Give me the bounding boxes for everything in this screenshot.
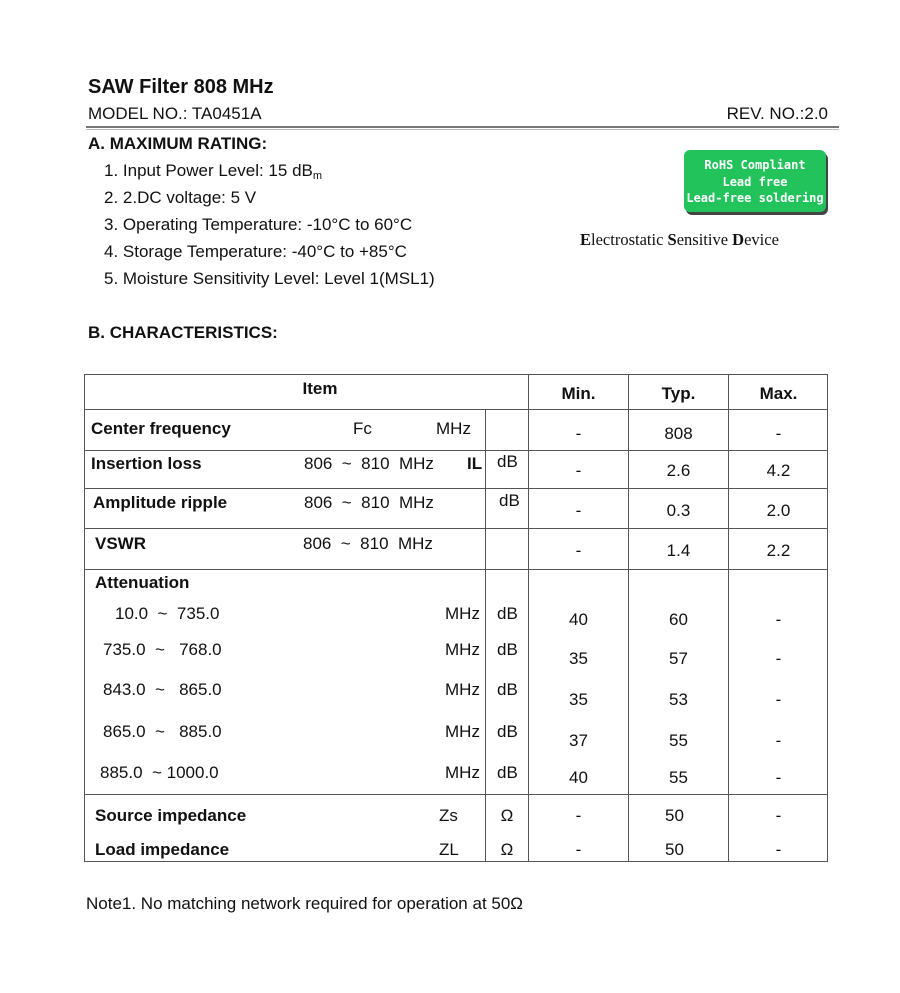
center-frequency-max: - xyxy=(775,424,782,443)
rating-item: 4. Storage Temperature: -40°C to +85°C xyxy=(104,242,407,261)
attenuation-label: Attenuation xyxy=(95,573,190,592)
revision-number: REV. NO.:2.0 xyxy=(726,104,828,123)
load-impedance-max: - xyxy=(775,840,782,859)
attenuation-unit: dB xyxy=(497,604,518,623)
attenuation-mhz: MHz xyxy=(445,763,480,782)
header-divider-shadow xyxy=(86,129,839,130)
rating-item: 2. 2.DC voltage: 5 V xyxy=(104,188,257,207)
header-divider xyxy=(86,126,839,128)
amplitude-ripple-label: Amplitude ripple xyxy=(93,493,228,512)
header-typ: Typ. xyxy=(661,384,696,403)
attenuation-range: 885.0 ~ 1000.0 xyxy=(100,763,219,782)
lead-free-line: Lead free xyxy=(722,174,788,189)
attenuation-typ: 55 xyxy=(669,768,688,787)
max-rating-heading: A. MAXIMUM RATING: xyxy=(88,134,268,153)
model-number: MODEL NO.: TA0451A xyxy=(88,104,262,123)
source-impedance-symbol: Zs xyxy=(439,806,458,825)
insertion-loss-min: - xyxy=(575,461,582,480)
load-impedance-unit: Ω xyxy=(500,840,514,859)
attenuation-typ: 53 xyxy=(669,690,688,709)
load-impedance-typ: 50 xyxy=(665,840,684,859)
insertion-loss-unit: dB xyxy=(497,452,518,471)
attenuation-min: 37 xyxy=(569,731,588,750)
insertion-loss-label: Insertion loss xyxy=(91,454,202,473)
attenuation-min: 40 xyxy=(569,768,588,787)
attenuation-typ: 55 xyxy=(669,731,688,750)
attenuation-max: - xyxy=(775,610,782,629)
vswr-min: - xyxy=(575,541,582,560)
vswr-label: VSWR xyxy=(95,534,146,553)
footnote: Note1. No matching network required for operation at 50Ω xyxy=(86,894,524,913)
document-title: SAW Filter 808 MHz xyxy=(88,76,274,98)
center-frequency-unit: MHz xyxy=(436,419,471,438)
max-rating-list xyxy=(104,160,435,295)
rohs-line: RoHS Compliant xyxy=(704,158,806,172)
attenuation-mhz: MHz xyxy=(445,680,480,699)
attenuation-max: - xyxy=(775,649,782,668)
header-item: Item xyxy=(302,379,338,398)
attenuation-max: - xyxy=(775,768,782,787)
header-max: Max. xyxy=(759,384,798,403)
attenuation-mhz: MHz xyxy=(445,604,480,623)
attenuation-max: - xyxy=(775,731,782,750)
load-impedance-symbol: ZL xyxy=(439,840,459,859)
amplitude-ripple-typ: 0.3 xyxy=(666,501,691,520)
load-impedance-label: Load impedance xyxy=(95,840,230,859)
attenuation-min: 35 xyxy=(569,649,588,668)
attenuation-unit: dB xyxy=(497,722,518,741)
source-impedance-label: Source impedance xyxy=(95,806,247,825)
lead-free-soldering-line: Lead-free soldering xyxy=(686,191,824,205)
center-frequency-min: - xyxy=(575,424,582,443)
characteristics-table xyxy=(84,374,828,862)
attenuation-mhz: MHz xyxy=(445,640,480,659)
insertion-loss-range: 806 ~ 810 MHz xyxy=(304,454,434,473)
vswr-range: 806 ~ 810 MHz xyxy=(303,534,433,553)
attenuation-unit: dB xyxy=(497,680,518,699)
rohs-badge xyxy=(684,150,826,212)
attenuation-range: 10.0 ~ 735.0 xyxy=(115,604,220,623)
source-impedance-unit: Ω xyxy=(500,806,514,825)
rating-item: 3. Operating Temperature: -10°C to 60°C xyxy=(104,215,413,234)
insertion-loss-typ: 2.6 xyxy=(666,461,691,480)
source-impedance-max: - xyxy=(775,806,782,825)
amplitude-ripple-min: - xyxy=(575,501,582,520)
header-min: Min. xyxy=(561,384,596,403)
rating-item: 1. Input Power Level: 15 $dB_m$ xyxy=(104,161,323,182)
attenuation-range: 865.0 ~ 885.0 xyxy=(103,722,222,741)
attenuation-unit: dB xyxy=(497,640,518,659)
attenuation-max: - xyxy=(775,690,782,709)
source-impedance-typ: 50 xyxy=(665,806,684,825)
characteristics-heading: B. CHARACTERISTICS: xyxy=(88,323,278,342)
attenuation-typ: 60 xyxy=(669,610,688,629)
attenuation-range: 843.0 ~ 865.0 xyxy=(103,680,222,699)
amplitude-ripple-max: 2.0 xyxy=(766,501,791,520)
attenuation-min: 40 xyxy=(569,610,588,629)
center-frequency-symbol: Fc xyxy=(353,419,372,438)
attenuation-range: 735.0 ~ 768.0 xyxy=(103,640,222,659)
insertion-loss-max: 4.2 xyxy=(766,461,791,480)
amplitude-ripple-unit: dB xyxy=(499,491,520,510)
attenuation-typ: 57 xyxy=(669,649,688,668)
center-frequency-label: Center frequency xyxy=(91,419,231,438)
insertion-loss-symbol: IL xyxy=(467,454,483,473)
center-frequency-typ: 808 xyxy=(664,424,693,443)
source-impedance-min: - xyxy=(575,806,582,825)
load-impedance-min: - xyxy=(575,840,582,859)
rating-item: 5. Moisture Sensitivity Level: Level 1(MSL1) xyxy=(104,269,435,288)
vswr-typ: 1.4 xyxy=(666,541,691,560)
attenuation-min: 35 xyxy=(569,690,588,709)
esd-label: Electrostatic Sensitive Device xyxy=(580,230,779,249)
vswr-max: 2.2 xyxy=(766,541,791,560)
attenuation-mhz: MHz xyxy=(445,722,480,741)
amplitude-ripple-range: 806 ~ 810 MHz xyxy=(304,493,434,512)
attenuation-unit: dB xyxy=(497,763,518,782)
